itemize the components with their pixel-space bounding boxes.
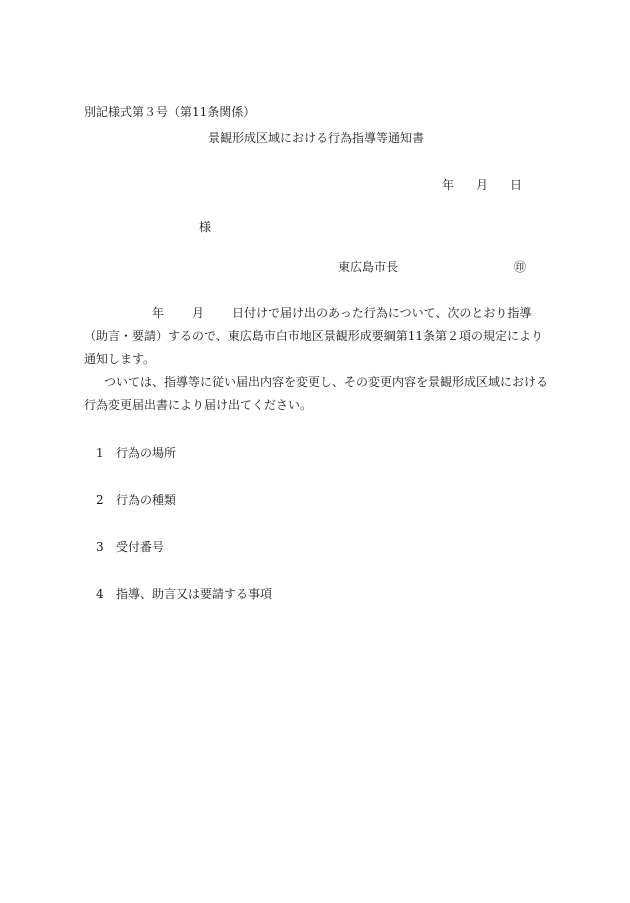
notice-paragraph-2	[84, 371, 554, 417]
item-label: 指導、助言又は要請する事項	[116, 587, 273, 601]
item-number: 3	[96, 540, 104, 554]
form-number: 別記様式第３号（第11条関係）	[84, 105, 256, 119]
issuer-name: 東広島市長	[338, 260, 399, 274]
addressee-suffix: 様	[199, 220, 212, 234]
list-item	[96, 586, 272, 602]
item-label: 行為の種類	[116, 493, 177, 507]
item-number: 1	[96, 446, 104, 460]
date-year-label: 年	[442, 178, 455, 192]
date-line	[442, 177, 522, 193]
para2-text: ついては、指導等に従い届出内容を変更し、その変更内容を景観形成区域における行為変更届出書により届け出てください。	[84, 375, 549, 412]
list-item	[96, 539, 164, 555]
date-month-label: 月	[476, 178, 489, 192]
item-number: 2	[96, 493, 104, 507]
document-title: 景観形成区域における行為指導等通知書	[208, 131, 425, 145]
para1-year-label: 年	[152, 306, 165, 320]
item-number: 4	[96, 587, 104, 601]
list-item	[96, 445, 176, 461]
date-day-label: 日	[510, 178, 523, 192]
item-label: 行為の場所	[116, 446, 177, 460]
para1-text: 日付けで届け出のあった行為について、次のとおり指導（助言・要請）するので、東広島市白市地区景観形成要綱第11条第２項の規定により通知します。	[84, 306, 544, 366]
list-item	[96, 492, 176, 508]
item-label: 受付番号	[116, 540, 165, 554]
para1-month-label: 月	[192, 306, 205, 320]
notice-paragraph-1	[84, 302, 554, 371]
seal-mark: ㊞	[514, 260, 527, 274]
